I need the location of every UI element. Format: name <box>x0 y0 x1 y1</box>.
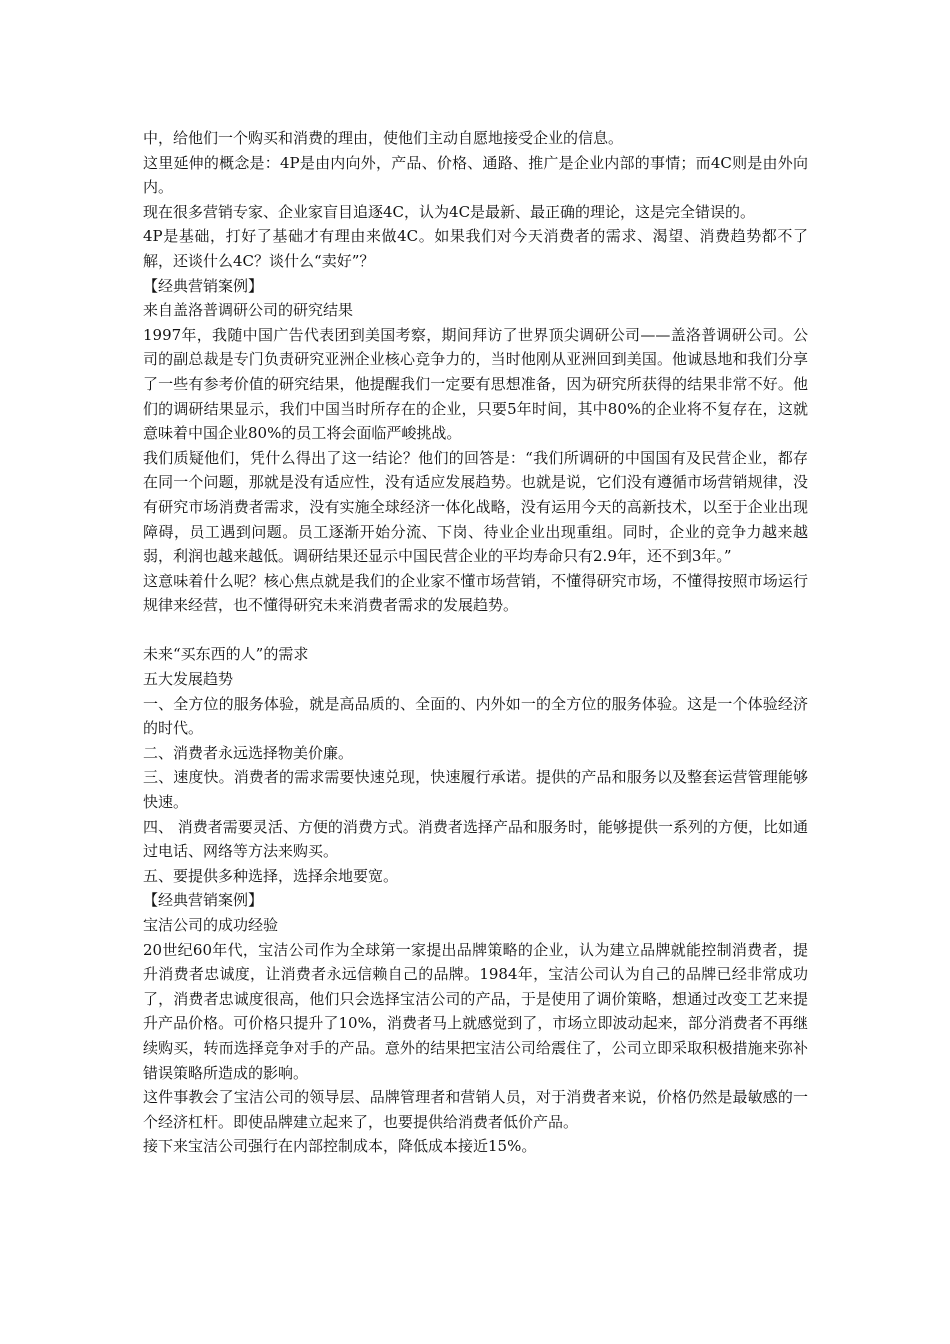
document-page <box>143 126 808 1159</box>
case-title: 来自盖洛普调研公司的研究结果 <box>143 301 354 320</box>
paragraph: 1997年，我随中国广告代表团到美国考察，期间拜访了世界顶尖调研公司——盖洛普调研公司。公司的副总裁是专门负责研究亚洲企业核心竞争力的，当时他刚从亚洲回到美国。他诚恳地和我们分享了一些有参考价值的研究结果，他提醒我们一定要有思想准备，因为研究所获得的结果非常不好。他们的调研结果显示，我们中国当时所存在的企业，只要5年时间，其中80%的企业将不复存在，这就意味着中国企业80%的员工将会面临严峻挑战。 <box>143 325 808 443</box>
paragraph: 接下来宝洁公司强行在内部控制成本，降低成本接近15%。 <box>143 1137 537 1156</box>
section-title: 未来“买东西的人”的需求 <box>143 645 309 664</box>
list-item: 一、全方位的服务体验，就是高品质的、全面的、内外如一的全方位的服务体验。这是一个体验经济的时代。 <box>143 694 808 738</box>
paragraph: 这里延伸的概念是：4P是由内向外，产品、价格、通路、推广是企业内部的事情；而4C则是由外向内。 <box>143 153 808 197</box>
paragraph: 这意味着什么呢？核心焦点就是我们的企业家不懂市场营销，不懂得研究市场，不懂得按照市场运行规律来经营，也不懂得研究未来消费者需求的发展趋势。 <box>143 571 808 615</box>
section-subtitle: 五大发展趋势 <box>143 670 234 689</box>
case-title: 宝洁公司的成功经验 <box>143 916 279 934</box>
paragraph: 这件事教会了宝洁公司的领导层、品牌管理者和营销人员，对于消费者来说，价格仍然是最敏感的一个经济杠杆。即使品牌建立起来了，也要提供给消费者低价产品。 <box>143 1088 808 1131</box>
list-item: 三、速度快。消费者的需求需要快速兑现，快速履行承诺。提供的产品和服务以及整套运营管理能够快速。 <box>143 768 808 812</box>
blank-line <box>143 618 808 643</box>
list-item: 四、 消费者需要灵活、方便的消费方式。消费者选择产品和服务时，能够提供一系列的方便，比如通过电话、网络等方法来购买。 <box>143 817 808 861</box>
paragraph: 4P是基础，打好了基础才有理由来做4C。如果我们对今天消费者的需求、渴望、消费趋势都不了解，还谈什么4C？谈什么“卖好”？ <box>143 227 808 270</box>
paragraph: 20世纪60年代，宝洁公司作为全球第一家提出品牌策略的企业，认为建立品牌就能控制消费者，提升消费者忠诚度，让消费者永远信赖自己的品牌。1984年，宝洁公司认为自己的品牌已经非常成功了，消费者忠诚度很高，他们只会选择宝洁公司的产品，于是使用了调价策略，想通过改变工艺来提升产品价格。可价格只提升了10%，消费者马上就感觉到了，市场立即波动起来，部分消费者不再继续购买，转而选择竞争对手的产品。意外的结果把宝洁公司给震住了，公司立即采取积极措施来弥补错误策略所造成的影响。 <box>143 940 808 1082</box>
section-heading: 【经典营销案例】 <box>143 891 264 910</box>
paragraph: 我们质疑他们，凭什么得出了这一结论？他们的回答是：“我们所调研的中国国有及民营企业，都存在同一个问题，那就是没有适应性，没有适应发展趋势。也就是说，它们没有遵循市场营销规律，没有研究市场消费者需求，没有实施全球经济一体化战略，没有运用今天的高新技术，以至于企业出现障碍，员工遇到问题。员工逐渐开始分流、下岗、待业企业出现重组。同时，企业的竞争力越来越弱，利润也越来越低。调研结果还显示中国民营企业的平均寿命只有2.9年，还不到3年。” <box>143 448 808 566</box>
list-item: 二、消费者永远选择物美价廉。 <box>143 743 354 762</box>
list-item: 五、要提供多种选择，选择余地要宽。 <box>143 866 399 885</box>
paragraph: 中，给他们一个购买和消费的理由，使他们主动自愿地接受企业的信息。 <box>143 129 624 147</box>
section-heading: 【经典营销案例】 <box>143 276 264 295</box>
paragraph: 现在很多营销专家、企业家盲目追逐4C，认为4C是最新、最正确的理论，这是完全错误的。 <box>143 202 756 221</box>
